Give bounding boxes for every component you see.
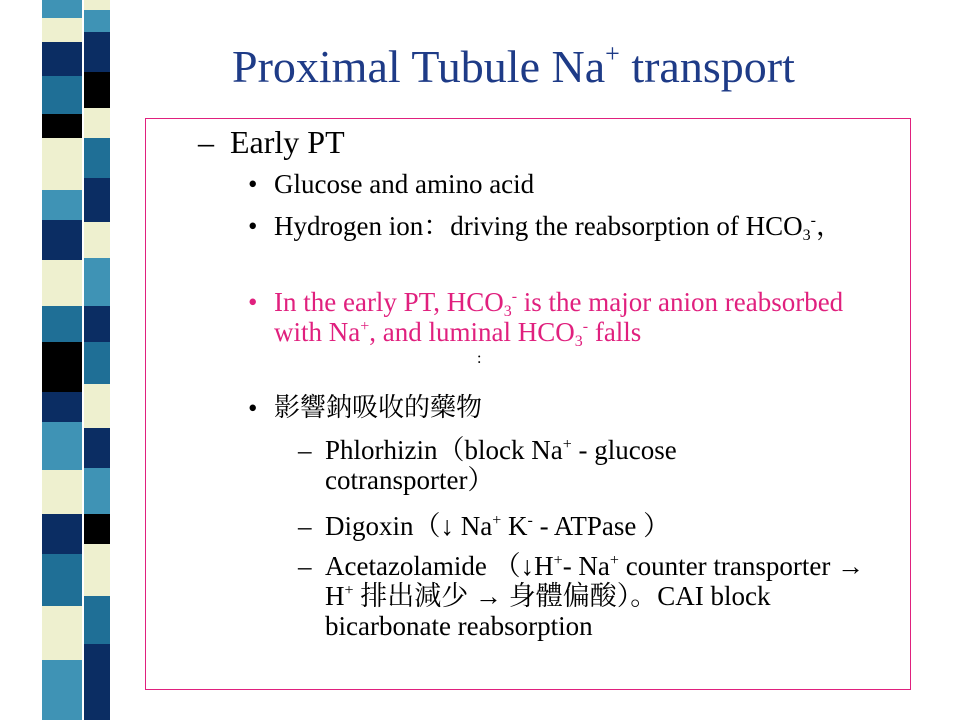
stripe-block <box>84 178 110 222</box>
stripe-block <box>84 468 110 514</box>
stripe-block <box>42 392 82 422</box>
stripe-block <box>42 514 82 554</box>
stray-colon: : <box>477 350 482 367</box>
slide-title: Proximal Tubule Na+ transport <box>232 39 795 92</box>
dash-glyph: – <box>298 551 312 581</box>
stripe-block <box>42 18 82 42</box>
bullet-text: 影響鈉吸收的藥物 <box>274 393 483 423</box>
stripe-block <box>84 596 110 644</box>
stripe-block <box>84 514 110 544</box>
stripe-block <box>84 108 110 138</box>
bullet-item <box>248 169 535 199</box>
stripe-block <box>84 342 110 384</box>
bullet-glyph: • <box>248 169 258 199</box>
bullet-glyph: • <box>248 211 258 241</box>
drug-item <box>298 435 677 495</box>
stripe-block <box>42 422 82 470</box>
stripe-block <box>42 0 82 18</box>
stripe-block <box>84 10 110 32</box>
drug-item <box>298 551 865 641</box>
bullet-item <box>248 211 843 244</box>
stripe-block <box>42 42 82 76</box>
drug-text: Acetazolamide （↓H+- Na+ counter transporter → H+ 排出減少 → 身體偏酸）。CAI block bicarbonate reabsorption <box>325 551 865 641</box>
stripe-block <box>42 220 82 260</box>
bullet-glyph: • <box>248 287 258 317</box>
stripe-block <box>42 470 82 514</box>
stripe-block <box>84 644 110 720</box>
outline-heading <box>198 123 345 161</box>
stripe-block <box>42 260 82 306</box>
bullet-glyph: • <box>248 393 258 423</box>
stripe-block <box>84 428 110 468</box>
stripe-block <box>84 258 110 306</box>
stripe-block <box>42 554 82 606</box>
bullet-item-highlighted <box>248 287 844 350</box>
stripe-block <box>42 342 82 392</box>
stripe-block <box>84 384 110 428</box>
stripe-block <box>84 0 110 10</box>
dash-glyph: – <box>198 124 214 160</box>
stripe-block <box>42 190 82 220</box>
stripe-block <box>42 138 82 190</box>
decorative-stripe <box>0 0 110 720</box>
bullet-text: Hydrogen ion：driving the reabsorption of $HCO_3^-$， <box>274 211 843 244</box>
bullet-item <box>248 393 483 423</box>
stripe-block <box>42 306 82 342</box>
content-box <box>145 118 911 690</box>
stripe-block <box>84 32 110 72</box>
stripe-block <box>84 306 110 342</box>
drug-text: Digoxin（↓ Na+ K- - ATPase ） <box>325 511 671 541</box>
stripe-block <box>84 138 110 178</box>
drug-text: Phlorhizin（block Na+ - glucose cotransporter） <box>325 435 677 495</box>
heading-text: Early PT <box>230 124 345 160</box>
stripe-block <box>42 660 82 720</box>
drug-item <box>298 511 671 541</box>
dash-glyph: – <box>298 435 312 465</box>
stripe-block <box>42 606 82 660</box>
stripe-block <box>42 114 82 138</box>
stripe-block <box>84 222 110 258</box>
stripe-block <box>84 72 110 108</box>
dash-glyph: – <box>298 511 312 541</box>
bullet-text: Glucose and amino acid <box>274 169 535 199</box>
bullet-text: In the early PT, $HCO_3^-$ is the major anion reabsorbed with Na+, and luminal $HCO_3^-$ falls <box>274 287 844 350</box>
stripe-block <box>42 76 82 114</box>
stripe-block <box>84 544 110 596</box>
